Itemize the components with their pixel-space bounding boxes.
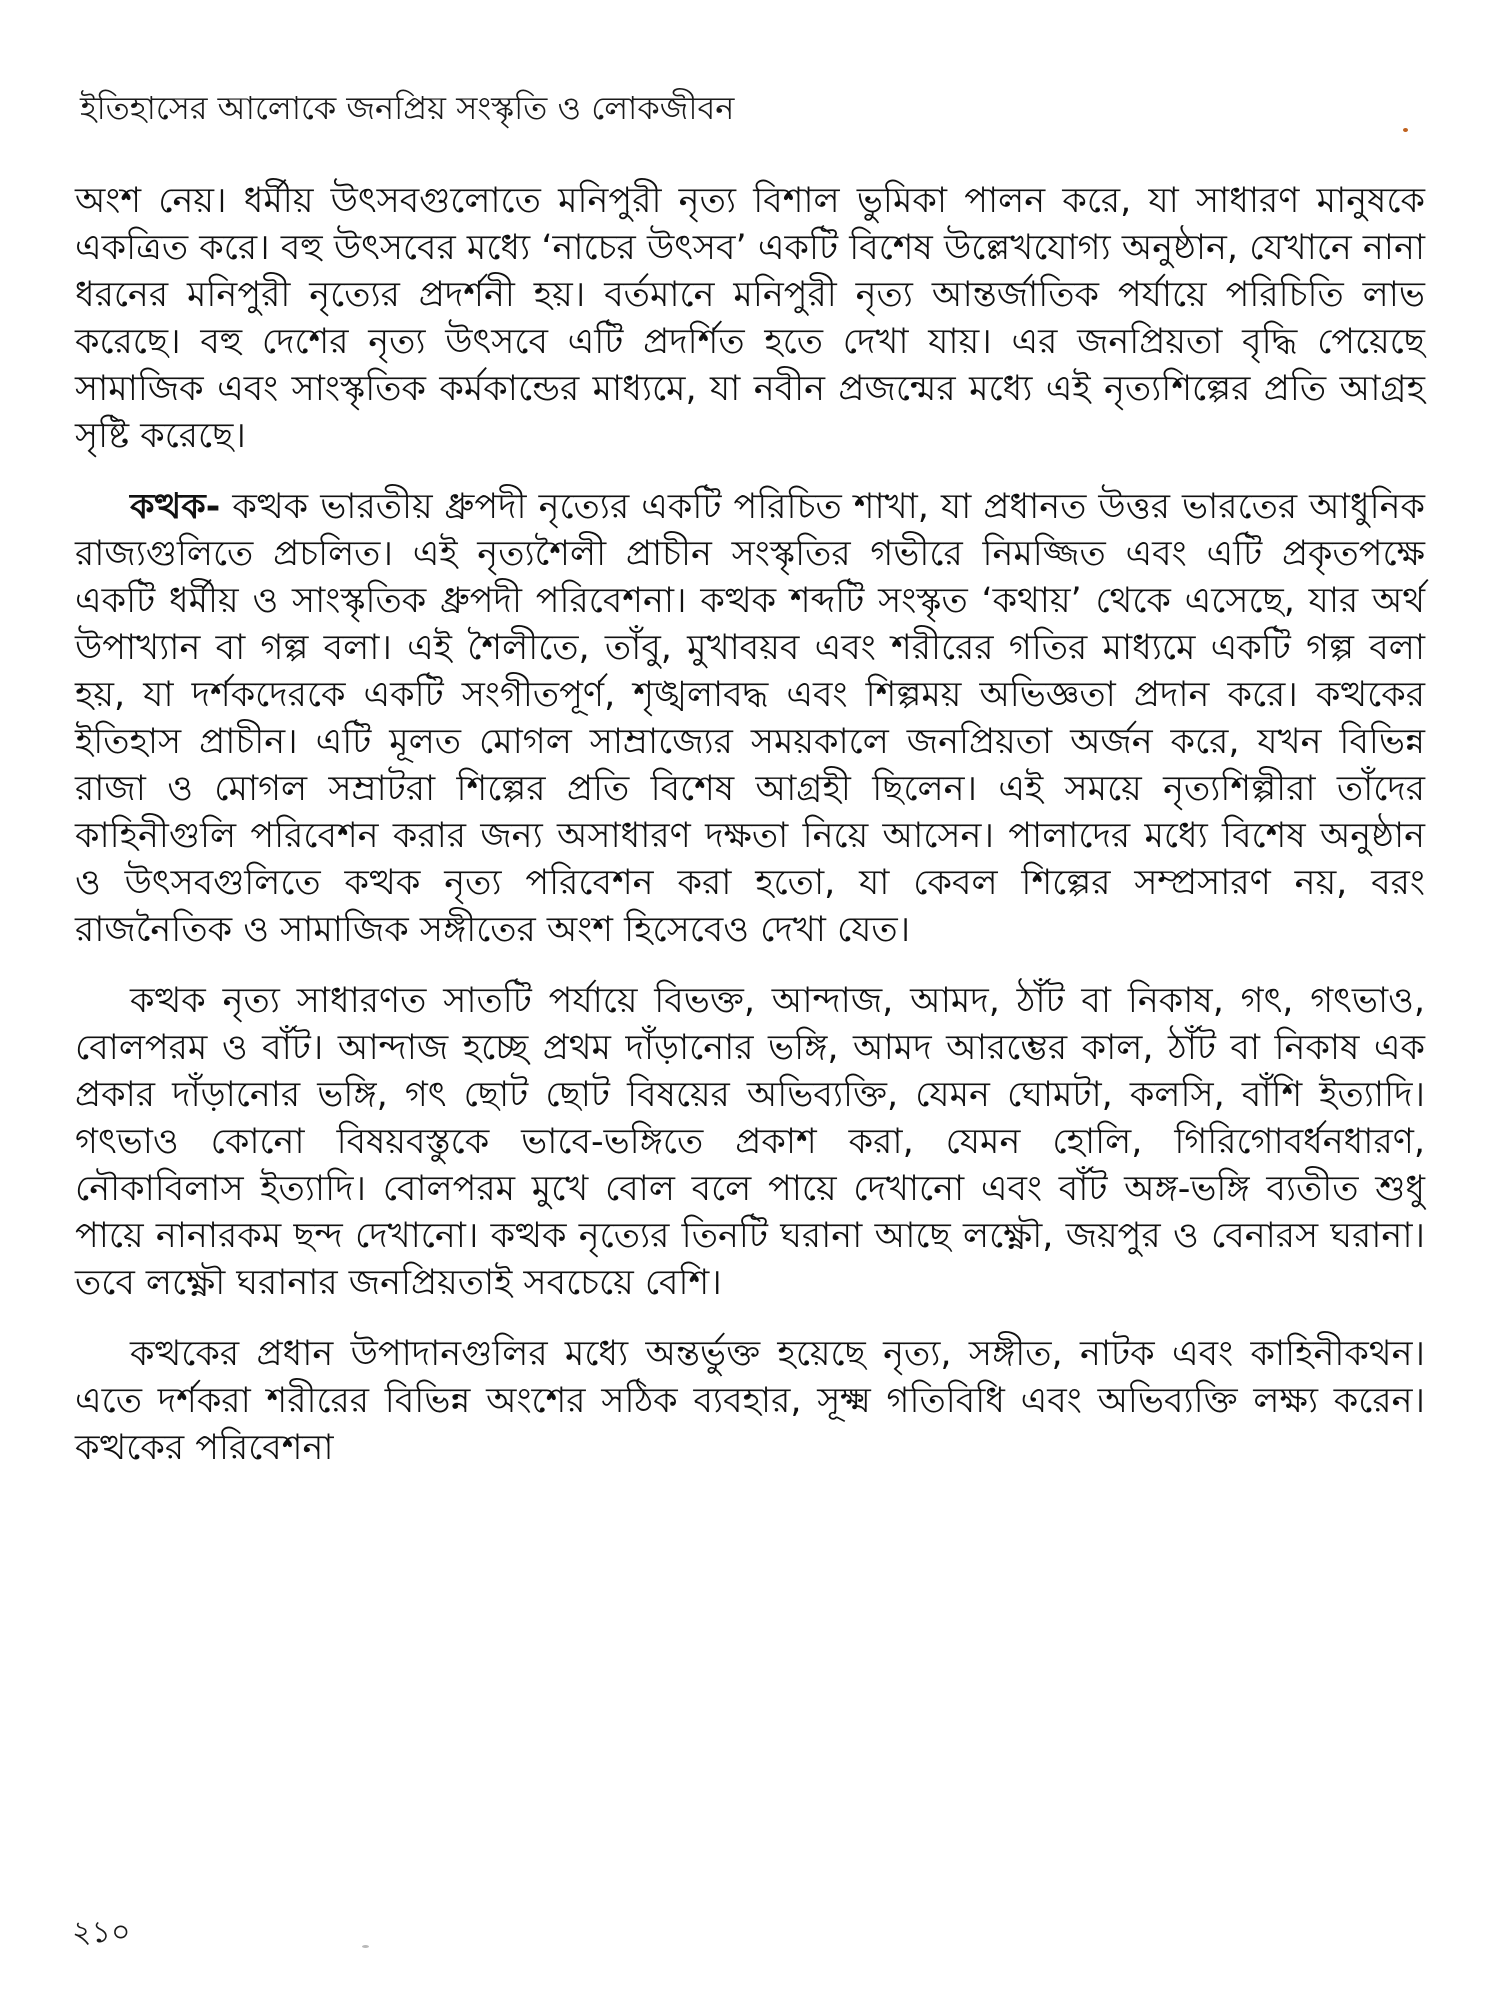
paragraph-text: কত্থক ভারতীয় ধ্রুপদী নৃত্যের একটি পরিচিত শাখা, যা প্রধানত উত্তর ভারতের আধুনিক রাজ্যগুলিতে প্রচলিত। এই নৃত্যশৈলী প্রাচীন সংস্কৃতির গভীরে নিমজ্জিত এবং এটি প্রকৃতপক্ষে একটি ধর্মীয় ও সাংস্কৃতিক ধ্রুপদী পরিবেশনা। কত্থক শব্দটি সংস্কৃত ‘কথায়’ থেকে এসেছে, যার অর্থ উপাখ্যান বা গল্প বলা। এই শৈলীতে, তাঁবু, মুখাবয়ব এবং শরীরের গতির মাধ্যমে একটি গল্প বলা হয়, যা দর্শকদেরকে একটি সংগীতপূর্ণ, শৃঙ্খলাবদ্ধ এবং শিল্পময় অভিজ্ঞতা প্রদান করে। কত্থকের ইতিহাস প্রাচীন। এটি মূলত মোগল সাম্রাজ্যের সময়কালে জনপ্রিয়তা অর্জন করে, যখন বিভিন্ন রাজা ও মোগল সম্রাটরা শিল্পের প্রতি বিশেষ আগ্রহী ছিলেন। এই সময়ে নৃত্যশিল্পীরা তাঁদের কাহিনীগুলি পরিবেশন করার জন্য অসাধারণ দক্ষতা নিয়ে আসেন। পালাদের মধ্যে বিশেষ অনুষ্ঠান ও উৎসবগুলিতে কত্থক নৃত্য পরিবেশন করা হতো, যা কেবল শিল্পের সম্প্রসারণ নয়, বরং রাজনৈতিক ও সামাজিক সঙ্গীতের অংশ হিসেবেও দেখা যেত। (75, 487, 1425, 950)
page-number: ২১০ (72, 1915, 131, 1950)
running-header: ইতিহাসের আলোকে জনপ্রিয় সংস্কৃতি ও লোকজীবন (80, 89, 735, 127)
section-term-kathak: কত্থক- (130, 487, 221, 527)
paragraph-kathak-stages: কত্থক নৃত্য সাধারণত সাতটি পর্যায়ে বিভক্ত, আন্দাজ, আমদ, ঠাঁট বা নিকাষ, গৎ, গৎভাও, বোলপরম ও বাঁট। আন্দাজ হচ্ছে প্রথম দাঁড়ানোর ভঙ্গি, আমদ আরম্ভের কাল, ঠাঁট বা নিকাষ এক প্রকার দাঁড়ানোর ভঙ্গি, গৎ ছোট ছোট বিষয়ের অভিব্যক্তি, যেমন ঘোমটা, কলসি, বাঁশি ইত্যাদি। গৎভাও কোনো বিষয়বস্তুকে ভাবে-ভঙ্গিতে প্রকাশ করা, যেমন হোলি, গিরিগোবর্ধনধারণ, নৌকাবিলাস ইত্যাদি। বোলপরম মুখে বোল বলে পায়ে দেখানো এবং বাঁট অঙ্গ-ভঙ্গি ব্যতীত শুধু পায়ে নানারকম ছন্দ দেখানো। কত্থক নৃত্যের তিনটি ঘরানা আছে লক্ষ্ণৌ, জয়পুর ও বেনারস ঘরানা। তবে লক্ষ্ণৌ ঘরানার জনপ্রিয়তাই সবচেয়ে বেশি। (75, 981, 1425, 1303)
paragraph-kathak-intro (75, 484, 1425, 954)
print-speck (362, 1945, 369, 1948)
page-body (75, 178, 1425, 1496)
print-speck (1403, 128, 1408, 132)
paragraph-kathak-elements: কত্থকের প্রধান উপাদানগুলির মধ্যে অন্তর্ভুক্ত হয়েছে নৃত্য, সঙ্গীত, নাটক এবং কাহিনীকথন। এতে দর্শকরা শরীরের বিভিন্ন অংশের সঠিক ব্যবহার, সূক্ষ্ম গতিবিধি এবং অভিব্যক্তি লক্ষ্য করেন। কত্থকের পরিবেশনা (75, 1334, 1425, 1468)
paragraph-manipuri-continued: অংশ নেয়। ধর্মীয় উৎসবগুলোতে মনিপুরী নৃত্য বিশাল ভুমিকা পালন করে, যা সাধারণ মানুষকে একত্রিত করে। বহু উৎসবের মধ্যে ‘নাচের উৎসব’ একটি বিশেষ উল্লেখযোগ্য অনুষ্ঠান, যেখানে নানা ধরনের মনিপুরী নৃত্যের প্রদর্শনী হয়। বর্তমানে মনিপুরী নৃত্য আন্তর্জাতিক পর্যায়ে পরিচিতি লাভ করেছে। বহু দেশের নৃত্য উৎসবে এটি প্রদর্শিত হতে দেখা যায়। এর জনপ্রিয়তা বৃদ্ধি পেয়েছে সামাজিক এবং সাংস্কৃতিক কর্মকান্ডের মাধ্যমে, যা নবীন প্রজন্মের মধ্যে এই নৃত্যশিল্পের প্রতি আগ্রহ সৃষ্টি করেছে। (75, 181, 1425, 456)
